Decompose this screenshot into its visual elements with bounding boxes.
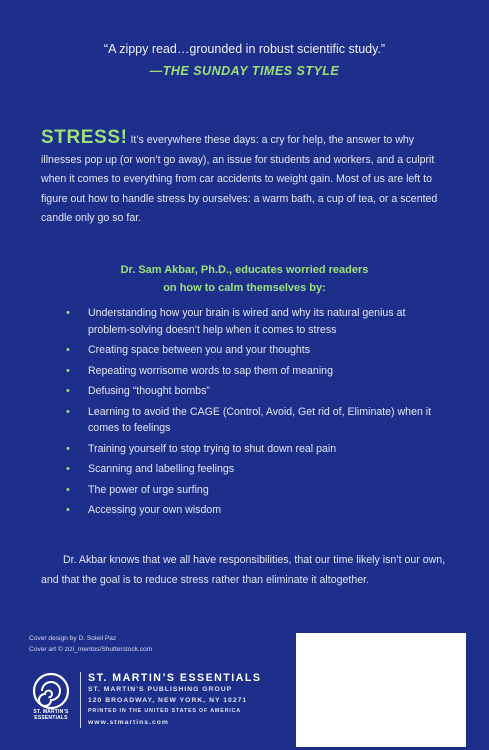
bullet-dot-icon: • xyxy=(66,385,70,397)
list-item-text: Accessing your own wisdom xyxy=(88,504,222,516)
art-credit: Cover art © zizi_mentos/Shutterstock.com xyxy=(29,646,153,653)
bullet-dot-icon: • xyxy=(66,307,70,319)
benefit-list xyxy=(66,305,446,523)
bullet-dot-icon: • xyxy=(66,442,70,455)
intro-text: It’s everywhere these days: a cry for help, the answer to why illnesses pop up (or won’t go away), an issue for students and workers, and a culprit when it comes to everything from car accidents to weight gain. Most of us are left to figure out how to handle stress by ourselves: a warm bath, a cup of tea, or a scented candle only go so far. xyxy=(41,134,438,225)
publisher-group: ST. MARTIN’S PUBLISHING GROUP xyxy=(88,686,233,693)
logo-line-2: ESSENTIALS xyxy=(34,715,68,721)
printed-in: PRINTED IN THE UNITED STATES OF AMERICA xyxy=(88,708,241,714)
list-item-text: Scanning and labelling feelings xyxy=(88,463,235,475)
list-item xyxy=(66,502,446,519)
stress-headline: STRESS! xyxy=(41,127,128,148)
closing-paragraph: Dr. Akbar knows that we all have responsibilities, that our time likely isn’t our own, and that the goal is to reduce stress rather than eliminate it altogether. xyxy=(41,554,446,586)
list-item xyxy=(66,404,446,437)
list-item-text: Defusing “thought bombs” xyxy=(88,385,210,397)
list-item xyxy=(66,342,446,359)
lead-in-line-2: on how to calm themselves by: xyxy=(163,282,326,294)
bullet-dot-icon: • xyxy=(66,405,70,418)
list-item-text: The power of urge surfing xyxy=(88,483,209,496)
barcode-area xyxy=(296,633,466,747)
spiral-logo-icon xyxy=(29,672,73,730)
publisher-address: 120 BROADWAY, NEW YORK, NY 10271 xyxy=(88,697,248,704)
bullet-dot-icon: • xyxy=(66,344,70,356)
publisher-url: www.stmartins.com xyxy=(88,719,169,726)
bullet-dot-icon: • xyxy=(66,364,70,377)
list-item xyxy=(66,363,446,380)
list-item xyxy=(66,461,446,478)
lead-in-line-1: Dr. Sam Akbar, Ph.D., educates worried readers xyxy=(120,264,369,276)
list-item-text: Training yourself to stop trying to shut down real pain xyxy=(88,442,337,455)
design-credit: Cover design by D. Soleil Paz xyxy=(29,635,117,642)
list-item xyxy=(66,305,446,338)
list-item xyxy=(66,482,446,499)
logo-line-1: ST. MARTIN’S xyxy=(33,709,69,715)
list-item-text: Learning to avoid the CAGE (Control, Avoid, Get rid of, Eliminate) when it comes to feelings xyxy=(88,405,432,434)
bullet-dot-icon: • xyxy=(66,483,70,496)
bullet-dot-icon: • xyxy=(66,504,70,516)
logo-wordmark xyxy=(23,709,79,721)
list-item-text: Understanding how your brain is wired and why its natural genius at problem-solving doesn’t help when it comes to stress xyxy=(88,307,406,336)
cover-credits xyxy=(29,633,152,655)
list-item xyxy=(66,441,446,458)
publisher-imprint xyxy=(88,672,288,728)
review-quote: “A zippy read…grounded in robust scientific study.” xyxy=(103,42,386,56)
imprint-name: ST. MARTIN’S ESSENTIALS xyxy=(88,672,262,684)
lead-in xyxy=(0,261,489,297)
list-item-text: Creating space between you and your thoughts xyxy=(88,344,311,356)
list-item-text: Repeating worrisome words to sap them of meaning xyxy=(88,364,333,377)
imprint-divider xyxy=(80,672,81,728)
bullet-dot-icon: • xyxy=(66,463,70,475)
list-item xyxy=(66,383,446,400)
review-source: —THE SUNDAY TIMES STYLE xyxy=(149,64,340,78)
intro-paragraph xyxy=(41,128,453,229)
